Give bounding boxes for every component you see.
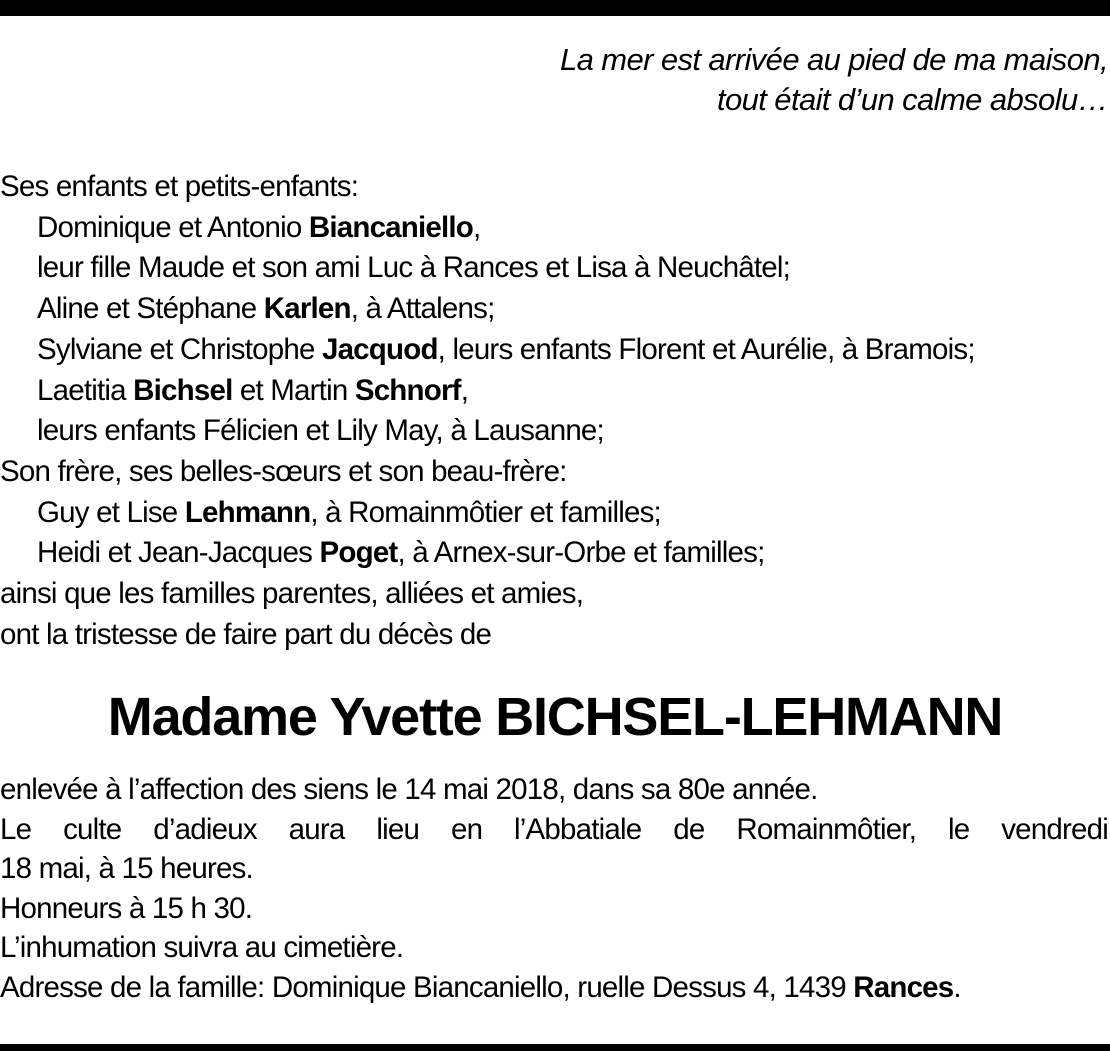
family-member-line bbox=[0, 493, 975, 534]
member-text: leurs enfants Félicien et Lily May, à Lausanne; bbox=[37, 414, 604, 448]
member-text: Aline et Stéphane bbox=[37, 292, 264, 326]
member-surname: Bichsel bbox=[133, 373, 233, 407]
details-line: 18 mai, à 15 heures. bbox=[0, 852, 253, 885]
family-member-line bbox=[0, 289, 975, 330]
member-surname: Biancaniello bbox=[308, 210, 474, 244]
address-place: Rances bbox=[853, 970, 954, 1004]
address-text: Adresse de la famille: Dominique Biancaniello, ruelle Dessus 4, 1439 bbox=[0, 970, 854, 1004]
family-member-line bbox=[0, 411, 975, 452]
family-member-line bbox=[0, 330, 975, 371]
details-line: L’inhumation suivra au cimetière. bbox=[0, 931, 404, 964]
family-member-line bbox=[0, 533, 975, 574]
member-text: Heidi et Jean-Jacques bbox=[37, 536, 320, 570]
family-member-line bbox=[0, 208, 975, 249]
member-text: leur fille Maude et son ami Luc à Rances et Lisa à Neuchâtel; bbox=[37, 251, 791, 285]
member-text: Guy et Lise bbox=[37, 495, 185, 529]
member-text: Dominique et Antonio bbox=[37, 210, 309, 244]
member-surname: Karlen bbox=[263, 292, 351, 326]
member-text: , leurs enfants Florent et Aurélie, à Bramois; bbox=[437, 332, 975, 366]
epigraph-line: La mer est arrivée au pied de ma maison, bbox=[559, 42, 1108, 77]
children-heading: Ses enfants et petits-enfants: bbox=[0, 170, 359, 203]
address-text: . bbox=[953, 970, 961, 1004]
member-text: Sylviane et Christophe bbox=[37, 332, 322, 366]
member-text: , bbox=[460, 373, 469, 407]
member-text: , à Romainmôtier et familles; bbox=[310, 495, 661, 529]
deceased-name: Madame Yvette BICHSEL-LEHMANN bbox=[107, 687, 1003, 747]
epigraph-line: tout était d’un calme absolu… bbox=[716, 82, 1108, 117]
epigraph bbox=[560, 40, 1108, 120]
top-rule bbox=[0, 0, 1110, 16]
member-text: Laetitia bbox=[37, 373, 134, 407]
family-list bbox=[0, 167, 975, 655]
member-text: et Martin bbox=[232, 373, 355, 407]
announcement-line: ont la tristesse de faire part du décès de bbox=[0, 617, 492, 651]
family-member-line bbox=[0, 248, 975, 289]
member-surname: Schnorf bbox=[354, 373, 461, 407]
funeral-details bbox=[0, 770, 1108, 1007]
details-line: enlevée à l’affection des siens le 14 mai 2018, dans sa 80e année. bbox=[0, 773, 818, 806]
details-line: Honneurs à 15 h 30. bbox=[0, 891, 253, 925]
details-line: Le culte d’adieux aura lieu en l’Abbatiale de Romainmôtier, le vendredi bbox=[0, 812, 1108, 846]
member-surname: Jacquod bbox=[321, 332, 438, 366]
member-surname: Lehmann bbox=[184, 495, 311, 529]
member-text: , à Attalens; bbox=[350, 292, 495, 326]
siblings-heading: Son frère, ses belles-sœurs et son beau-frère: bbox=[0, 454, 567, 488]
bottom-rule bbox=[0, 1044, 1110, 1051]
member-text: , bbox=[473, 210, 481, 244]
family-member-line bbox=[0, 371, 975, 412]
member-text: , à Arnex-sur-Orbe et familles; bbox=[397, 536, 765, 570]
extended-family-line: ainsi que les familles parentes, alliées et amies, bbox=[0, 577, 584, 611]
member-surname: Poget bbox=[319, 536, 398, 570]
family-address bbox=[0, 968, 1108, 1008]
